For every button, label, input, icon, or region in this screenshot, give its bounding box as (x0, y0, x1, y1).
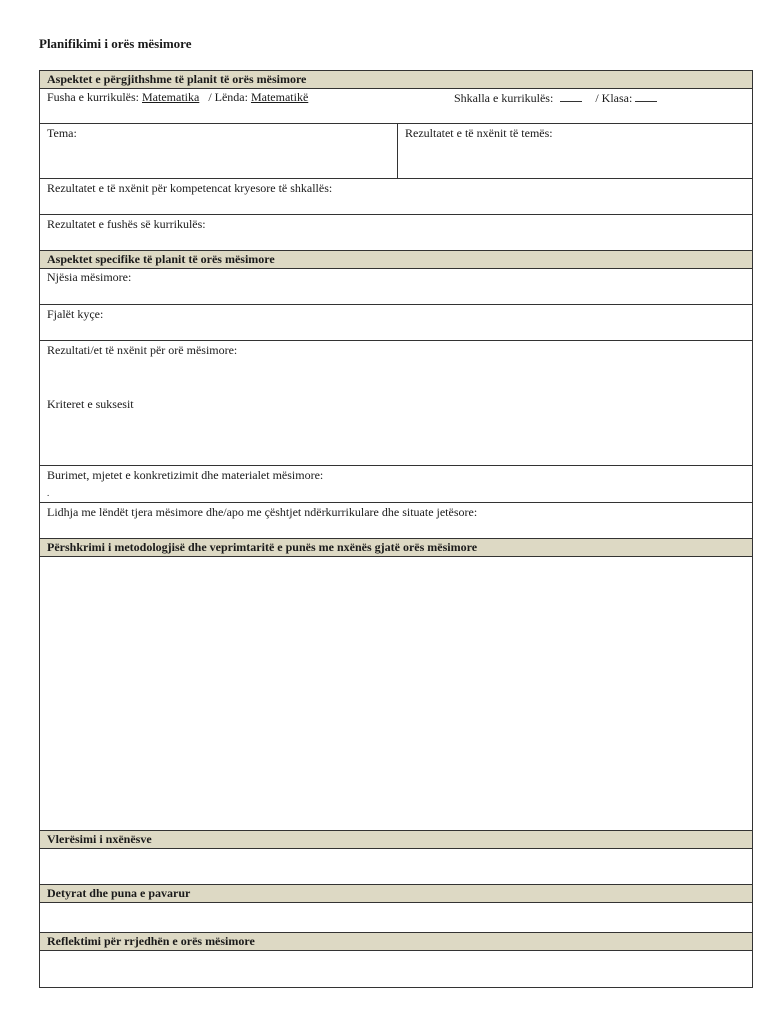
reflektimi-area[interactable] (40, 951, 752, 988)
vleresimi-area[interactable] (40, 849, 752, 885)
rezultati-ores-row[interactable] (40, 341, 752, 466)
lidhja-row[interactable] (40, 503, 752, 539)
tema-row (40, 124, 752, 179)
section-header-reflektimi: Reflektimi për rrjedhën e orës mësimore (40, 933, 752, 951)
fjalet-row[interactable] (40, 305, 752, 341)
burimet-label: Burimet, mjetet e konkretizimit dhe materialet mësimore: (47, 468, 324, 482)
detyrat-area[interactable] (40, 903, 752, 933)
rezultatet-temes-cell[interactable] (398, 124, 752, 178)
njesia-row[interactable] (40, 269, 752, 305)
fushes-label: Rezultatet e fushës së kurrikulës: (47, 217, 206, 231)
curriculum-row (40, 89, 752, 124)
shkalla-blank[interactable] (560, 90, 582, 102)
grade-field-group (454, 90, 657, 106)
document-title: Planifikimi i orës mësimore (39, 36, 192, 51)
lesson-plan-form (39, 70, 753, 988)
lenda-value[interactable]: Matematikë (250, 90, 309, 104)
tema-label: Tema: (47, 126, 77, 140)
pershkrimi-area[interactable] (40, 557, 752, 831)
burimet-row[interactable] (40, 466, 752, 503)
lidhja-label: Lidhja me lëndët tjera mësimore dhe/apo me çështjet ndërkurrikulare dhe situate jetësore: (47, 505, 478, 519)
klasa-blank[interactable] (635, 90, 657, 102)
shkalla-label: Shkalla e kurrikulës: (454, 91, 554, 105)
section-header-detyrat: Detyrat dhe puna e pavarur (40, 885, 752, 903)
njesia-label: Njësia mësimore: (47, 270, 132, 284)
fjalet-label: Fjalët kyçe: (47, 307, 104, 321)
rezultati-ores-label: Rezultati/et të nxënit për orë mësimore: (47, 343, 238, 357)
kompetencat-label: Rezultatet e të nxënit për kompetencat kryesore të shkallës: (47, 181, 333, 195)
klasa-label: / Klasa: (595, 91, 633, 105)
fusha-label: Fusha e kurrikulës: (47, 90, 139, 104)
section-header-vleresimi: Vlerësimi i nxënësve (40, 831, 752, 849)
section-header-pershkrimi: Përshkrimi i metodologjisë dhe veprimtaritë e punës me nxënës gjatë orës mësimore (40, 539, 752, 557)
tema-cell[interactable] (40, 124, 398, 178)
rezultatet-temes-label: Rezultatet e të nxënit të temës: (405, 126, 553, 140)
kriteret-label: Kriteret e suksesit (47, 397, 134, 411)
fusha-value[interactable]: Matematika (142, 90, 200, 104)
section-header-general: Aspektet e përgjithshme të planit të orës mësimore (40, 71, 752, 89)
curriculum-field-group (47, 90, 308, 105)
section-header-specific: Aspektet specifike të planit të orës mësimore (40, 251, 752, 269)
burimet-dot: . (47, 488, 50, 498)
fushes-row[interactable] (40, 215, 752, 251)
kompetencat-row[interactable] (40, 179, 752, 215)
lenda-label: / Lënda: (208, 90, 248, 104)
